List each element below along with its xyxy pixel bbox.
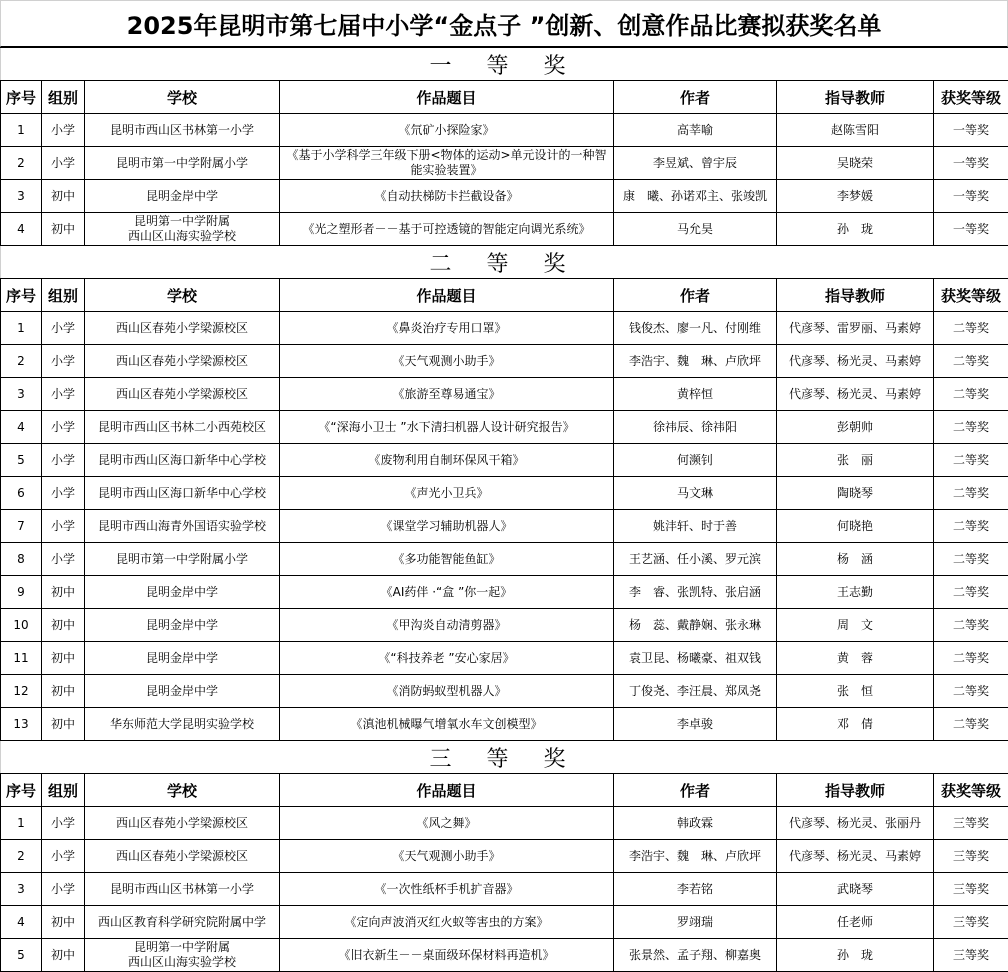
column-header: 学校 [85, 279, 280, 312]
cell-index: 4 [1, 213, 42, 246]
cell-authors: 袁卫昆、杨曦豪、祖双钱 [614, 642, 777, 675]
table-row [1, 378, 1008, 411]
cell-index: 2 [1, 147, 42, 180]
column-header: 获奖等级 [934, 279, 1008, 312]
award-table-body [1, 48, 1008, 972]
table-row [1, 576, 1008, 609]
table-row [1, 345, 1008, 378]
table-row [1, 840, 1008, 873]
cell-authors: 李浩宇、魏 琳、卢欣坪 [614, 840, 777, 873]
cell-school: 昆明市西山海青外国语实验学校 [85, 510, 280, 543]
column-header: 指导教师 [777, 774, 934, 807]
column-header: 学校 [85, 774, 280, 807]
table-row [1, 873, 1008, 906]
cell-index: 1 [1, 312, 42, 345]
cell-index: 6 [1, 477, 42, 510]
cell-group: 小学 [42, 312, 85, 345]
cell-group: 小学 [42, 840, 85, 873]
cell-advisors: 陶晓琴 [777, 477, 934, 510]
cell-authors: 李卓骏 [614, 708, 777, 741]
cell-award: 二等奖 [934, 444, 1008, 477]
cell-award: 二等奖 [934, 378, 1008, 411]
cell-title: 《旧衣新生－－桌面级环保材料再造机》 [280, 939, 614, 972]
cell-school: 西山区春苑小学梁源校区 [85, 840, 280, 873]
cell-index: 5 [1, 939, 42, 972]
cell-award: 一等奖 [934, 114, 1008, 147]
table-row [1, 147, 1008, 180]
cell-authors: 李昱斌、曾宇辰 [614, 147, 777, 180]
table-row [1, 114, 1008, 147]
cell-advisors: 武晓琴 [777, 873, 934, 906]
cell-title: 《光之塑形者－－基于可控透镜的智能定向调光系统》 [280, 213, 614, 246]
column-header: 序号 [1, 774, 42, 807]
column-header: 获奖等级 [934, 774, 1008, 807]
cell-group: 小学 [42, 543, 85, 576]
cell-award: 二等奖 [934, 477, 1008, 510]
cell-authors: 韩政霖 [614, 807, 777, 840]
cell-title: 《甲沟炎自动清剪器》 [280, 609, 614, 642]
cell-index: 9 [1, 576, 42, 609]
cell-advisors: 代彦琴、杨光灵、马素婷 [777, 345, 934, 378]
table-row [1, 312, 1008, 345]
cell-school: 西山区春苑小学梁源校区 [85, 312, 280, 345]
cell-authors: 李 睿、张凯特、张启涵 [614, 576, 777, 609]
cell-title: 《多功能智能鱼缸》 [280, 543, 614, 576]
cell-authors: 罗翊瑞 [614, 906, 777, 939]
cell-title: 《定向声波消灭红火蚁等害虫的方案》 [280, 906, 614, 939]
column-header: 作品题目 [280, 81, 614, 114]
cell-authors: 马文琳 [614, 477, 777, 510]
cell-school: 华东师范大学昆明实验学校 [85, 708, 280, 741]
column-header: 组别 [42, 279, 85, 312]
cell-award: 三等奖 [934, 807, 1008, 840]
cell-school: 昆明金岸中学 [85, 642, 280, 675]
cell-award: 二等奖 [934, 609, 1008, 642]
table-row [1, 708, 1008, 741]
table-row [1, 477, 1008, 510]
cell-advisors: 杨 涵 [777, 543, 934, 576]
table-row [1, 213, 1008, 246]
cell-index: 10 [1, 609, 42, 642]
cell-authors: 张景然、孟子翔、柳嘉奥 [614, 939, 777, 972]
cell-group: 初中 [42, 642, 85, 675]
cell-index: 12 [1, 675, 42, 708]
cell-authors: 王艺涵、任小溪、罗元滨 [614, 543, 777, 576]
page-title: 2025年昆明市第七届中小学“金点子 ”创新、创意作品比赛拟获奖名单 [0, 0, 1008, 47]
cell-award: 一等奖 [934, 147, 1008, 180]
cell-title: 《AI药伴 ·“盒 ”你一起》 [280, 576, 614, 609]
cell-advisors: 张 丽 [777, 444, 934, 477]
cell-advisors: 代彦琴、杨光灵、马素婷 [777, 378, 934, 411]
cell-group: 小学 [42, 510, 85, 543]
cell-index: 11 [1, 642, 42, 675]
cell-group: 小学 [42, 147, 85, 180]
cell-school: 昆明金岸中学 [85, 609, 280, 642]
cell-title: 《废物利用自制环保风干箱》 [280, 444, 614, 477]
cell-school: 昆明市西山区海口新华中心学校 [85, 444, 280, 477]
column-header: 组别 [42, 774, 85, 807]
table-row [1, 411, 1008, 444]
cell-group: 小学 [42, 411, 85, 444]
column-header: 指导教师 [777, 81, 934, 114]
cell-school: 昆明市西山区书林第一小学 [85, 114, 280, 147]
cell-award: 三等奖 [934, 840, 1008, 873]
column-header-row [1, 81, 1008, 114]
cell-school: 西山区春苑小学梁源校区 [85, 345, 280, 378]
section-title: 三 等 奖 [1, 741, 1008, 774]
cell-award: 二等奖 [934, 411, 1008, 444]
cell-school: 昆明第一中学附属 西山区山海实验学校 [85, 213, 280, 246]
cell-group: 初中 [42, 576, 85, 609]
cell-index: 2 [1, 840, 42, 873]
section-header-row [1, 741, 1008, 774]
section-title: 一 等 奖 [1, 48, 1008, 81]
cell-group: 初中 [42, 708, 85, 741]
cell-index: 7 [1, 510, 42, 543]
cell-award: 二等奖 [934, 708, 1008, 741]
cell-group: 小学 [42, 873, 85, 906]
cell-advisors: 邓 倩 [777, 708, 934, 741]
cell-advisors: 孙 珑 [777, 213, 934, 246]
cell-school: 昆明金岸中学 [85, 675, 280, 708]
cell-index: 3 [1, 378, 42, 411]
section-title: 二 等 奖 [1, 246, 1008, 279]
cell-advisors: 王志勤 [777, 576, 934, 609]
table-row [1, 675, 1008, 708]
cell-group: 初中 [42, 213, 85, 246]
cell-authors: 马允昊 [614, 213, 777, 246]
column-header: 作品题目 [280, 279, 614, 312]
cell-school: 西山区春苑小学梁源校区 [85, 378, 280, 411]
cell-school: 西山区教育科学研究院附属中学 [85, 906, 280, 939]
column-header: 获奖等级 [934, 81, 1008, 114]
table-row [1, 444, 1008, 477]
cell-group: 小学 [42, 477, 85, 510]
award-table [0, 47, 1008, 972]
cell-title: 《消防蚂蚁型机器人》 [280, 675, 614, 708]
cell-advisors: 何晓艳 [777, 510, 934, 543]
cell-school: 昆明金岸中学 [85, 576, 280, 609]
table-row [1, 939, 1008, 972]
cell-school: 昆明第一中学附属 西山区山海实验学校 [85, 939, 280, 972]
cell-index: 1 [1, 114, 42, 147]
cell-advisors: 赵陈雪阳 [777, 114, 934, 147]
cell-advisors: 周 文 [777, 609, 934, 642]
cell-group: 小学 [42, 444, 85, 477]
cell-title: 《氘矿小探险家》 [280, 114, 614, 147]
cell-advisors: 代彦琴、雷罗丽、马素婷 [777, 312, 934, 345]
column-header-row [1, 774, 1008, 807]
cell-award: 二等奖 [934, 576, 1008, 609]
table-row [1, 543, 1008, 576]
column-header: 序号 [1, 81, 42, 114]
cell-index: 3 [1, 873, 42, 906]
cell-authors: 丁俊尧、李汪晨、郑凤尧 [614, 675, 777, 708]
cell-award: 三等奖 [934, 906, 1008, 939]
cell-advisors: 吴晓荣 [777, 147, 934, 180]
cell-advisors: 彭朝帅 [777, 411, 934, 444]
cell-advisors: 黄 蓉 [777, 642, 934, 675]
cell-title: 《旅游至尊易通宝》 [280, 378, 614, 411]
cell-group: 小学 [42, 114, 85, 147]
cell-index: 1 [1, 807, 42, 840]
cell-authors: 何濒钊 [614, 444, 777, 477]
cell-group: 初中 [42, 609, 85, 642]
cell-group: 初中 [42, 906, 85, 939]
cell-award: 二等奖 [934, 312, 1008, 345]
cell-authors: 姚沣轩、时于善 [614, 510, 777, 543]
cell-authors: 李浩宇、魏 琳、卢欣坪 [614, 345, 777, 378]
cell-group: 初中 [42, 939, 85, 972]
cell-award: 二等奖 [934, 642, 1008, 675]
cell-advisors: 孙 珑 [777, 939, 934, 972]
cell-advisors: 代彦琴、杨光灵、马素婷 [777, 840, 934, 873]
cell-index: 5 [1, 444, 42, 477]
table-row [1, 642, 1008, 675]
cell-title: 《“深海小卫士 ”水下清扫机器人设计研究报告》 [280, 411, 614, 444]
cell-authors: 钱俊杰、廖一凡、付刚维 [614, 312, 777, 345]
table-row [1, 609, 1008, 642]
cell-index: 13 [1, 708, 42, 741]
cell-group: 小学 [42, 378, 85, 411]
cell-index: 2 [1, 345, 42, 378]
cell-title: 《一次性纸杯手机扩音器》 [280, 873, 614, 906]
cell-school: 昆明市西山区海口新华中心学校 [85, 477, 280, 510]
cell-title: 《声光小卫兵》 [280, 477, 614, 510]
cell-award: 三等奖 [934, 873, 1008, 906]
cell-group: 小学 [42, 807, 85, 840]
table-row [1, 906, 1008, 939]
cell-advisors: 任老师 [777, 906, 934, 939]
cell-index: 8 [1, 543, 42, 576]
cell-index: 4 [1, 906, 42, 939]
column-header-row [1, 279, 1008, 312]
column-header: 作者 [614, 774, 777, 807]
column-header: 作者 [614, 81, 777, 114]
cell-award: 一等奖 [934, 213, 1008, 246]
cell-advisors: 李梦媛 [777, 180, 934, 213]
cell-authors: 黄梓恒 [614, 378, 777, 411]
cell-authors: 康 曦、孙诺邓主、张竣凯 [614, 180, 777, 213]
cell-index: 3 [1, 180, 42, 213]
cell-title: 《天气观测小助手》 [280, 840, 614, 873]
column-header: 作者 [614, 279, 777, 312]
cell-title: 《鼻炎治疗专用口罩》 [280, 312, 614, 345]
cell-group: 小学 [42, 345, 85, 378]
cell-index: 4 [1, 411, 42, 444]
cell-advisors: 代彦琴、杨光灵、张丽丹 [777, 807, 934, 840]
cell-title: 《风之舞》 [280, 807, 614, 840]
table-row [1, 807, 1008, 840]
cell-school: 昆明金岸中学 [85, 180, 280, 213]
cell-authors: 高莘喻 [614, 114, 777, 147]
cell-award: 一等奖 [934, 180, 1008, 213]
section-header-row [1, 48, 1008, 81]
cell-school: 西山区春苑小学梁源校区 [85, 807, 280, 840]
cell-authors: 徐祎辰、徐祎阳 [614, 411, 777, 444]
cell-award: 二等奖 [934, 510, 1008, 543]
column-header: 作品题目 [280, 774, 614, 807]
cell-title: 《滇池机械曝气增氧水车文创模型》 [280, 708, 614, 741]
cell-group: 初中 [42, 180, 85, 213]
column-header: 组别 [42, 81, 85, 114]
cell-title: 《课堂学习辅助机器人》 [280, 510, 614, 543]
cell-group: 初中 [42, 675, 85, 708]
cell-advisors: 张 恒 [777, 675, 934, 708]
cell-award: 二等奖 [934, 675, 1008, 708]
cell-school: 昆明市西山区书林二小西苑校区 [85, 411, 280, 444]
cell-title: 《天气观测小助手》 [280, 345, 614, 378]
cell-award: 三等奖 [934, 939, 1008, 972]
cell-school: 昆明市西山区书林第一小学 [85, 873, 280, 906]
cell-authors: 李若铭 [614, 873, 777, 906]
cell-school: 昆明市第一中学附属小学 [85, 147, 280, 180]
column-header: 指导教师 [777, 279, 934, 312]
cell-title: 《“科技养老 ”安心家居》 [280, 642, 614, 675]
column-header: 序号 [1, 279, 42, 312]
table-row [1, 180, 1008, 213]
cell-school: 昆明市第一中学附属小学 [85, 543, 280, 576]
cell-award: 二等奖 [934, 345, 1008, 378]
column-header: 学校 [85, 81, 280, 114]
cell-award: 二等奖 [934, 543, 1008, 576]
cell-title: 《自动扶梯防卡拦截设备》 [280, 180, 614, 213]
table-row [1, 510, 1008, 543]
section-header-row [1, 246, 1008, 279]
cell-authors: 杨 蕊、戴静娴、张永琳 [614, 609, 777, 642]
cell-title: 《基于小学科学三年级下册<物体的运动>单元设计的一种智能实验装置》 [280, 147, 614, 180]
